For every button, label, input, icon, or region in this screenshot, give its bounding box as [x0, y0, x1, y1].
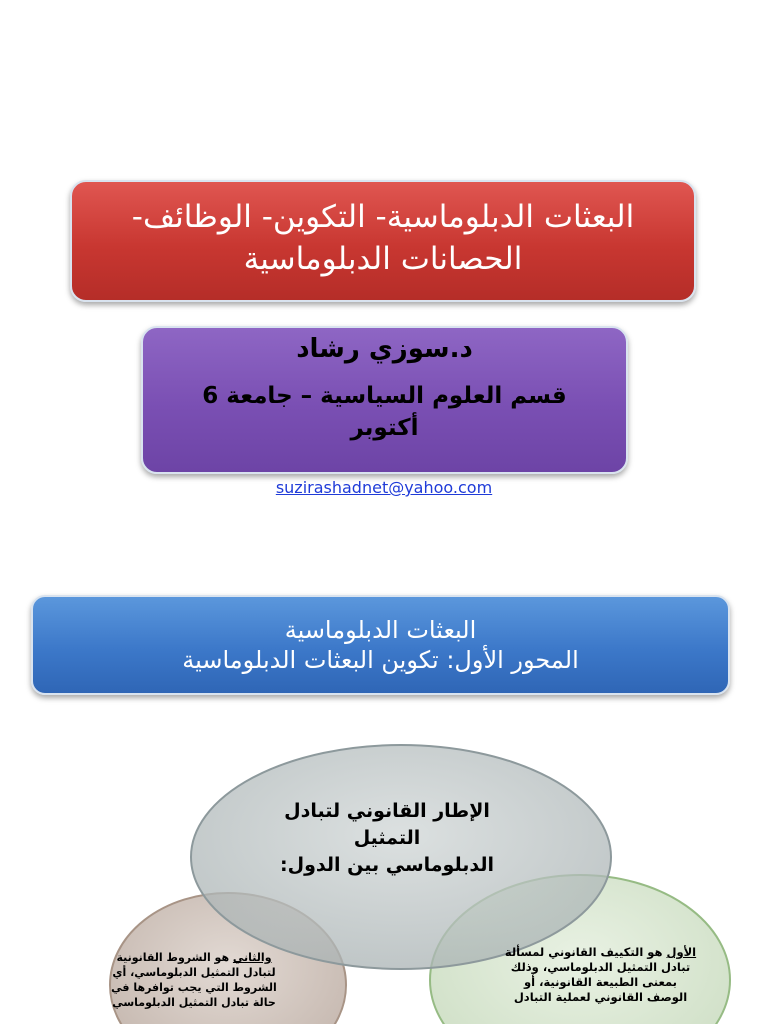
- left-line-1-rest: هو الشروط القانونية: [116, 951, 233, 964]
- left-line-3: الشروط التي يجب توافرها في: [111, 981, 277, 994]
- right-lead: الأول: [666, 945, 697, 959]
- right-line-2: تبادل التمثيل الدبلوماسي، وذلك: [510, 960, 691, 974]
- center-line-1: الإطار القانوني لتبادل التمثيل: [284, 800, 490, 849]
- author-name: د.سوزي رشاد: [296, 334, 473, 364]
- center-line-2: الدبلوماسي بين الدول:: [280, 854, 494, 876]
- left-line-1: [106, 950, 282, 965]
- title-line-2: الحصانات الدبلوماسية: [243, 241, 523, 277]
- right-ellipse-text: [488, 945, 713, 1005]
- right-line-1-rest: هو التكييف القانوني لمسألة: [504, 945, 667, 959]
- right-line-1: [488, 945, 713, 960]
- left-lead: والثاني: [232, 951, 272, 964]
- right-line-3: بمعنى الطبيعة القانونية، أو: [523, 975, 677, 989]
- title-line-1: البعثات الدبلوماسية- التكوين- الوظائف-: [131, 199, 635, 235]
- section-line-1: البعثات الدبلوماسية: [284, 616, 477, 644]
- department-line-1: قسم العلوم السياسية – جامعة 6: [202, 383, 567, 409]
- center-ellipse-text: [258, 798, 516, 879]
- department-line-2: أكتوبر: [350, 415, 419, 441]
- left-line-4: حالة تبادل التمثيل الدبلوماسي: [112, 996, 276, 1009]
- right-line-4: الوصف القانوني لعملية التبادل: [513, 990, 688, 1004]
- left-ellipse-text: [106, 950, 282, 1010]
- section-line-2: المحور الأول: تكوين البعثات الدبلوماسية: [182, 646, 579, 674]
- email-link[interactable]: suzirashadnet@yahoo.com: [275, 478, 493, 497]
- left-line-2: لتبادل التمثيل الدبلوماسي، أي: [112, 966, 276, 979]
